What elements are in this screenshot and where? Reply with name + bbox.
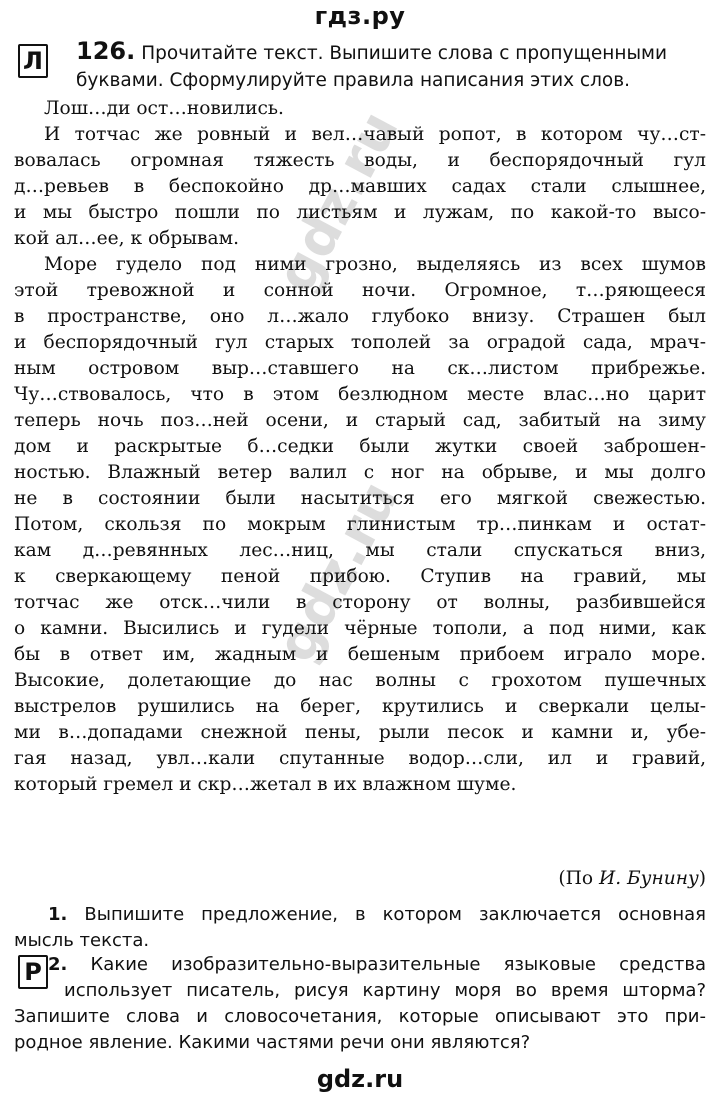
text-line: тотчас же отск…чили в сторону от волны, разбившейся: [14, 592, 706, 613]
text-line: д…ревьев в беспокойно др…мавших садах стали слышнее,: [14, 176, 706, 197]
text-line: этой тревожной и сонной ночи. Огромное, т…ряющееся: [14, 280, 706, 301]
text-line: ми в…допадами снежной пены, рыли песок и камни и, убе-: [14, 722, 706, 743]
exercise-text: [14, 96, 706, 798]
text-line: который гремел и скр…жетал в их влажном шуме.: [14, 774, 517, 795]
level-badge-r: Р: [18, 955, 48, 989]
source-close: ): [698, 868, 706, 889]
text-line: Море гудело под ними грозно, выделяясь из всех шумов: [44, 254, 706, 275]
question-number: 1.: [48, 904, 68, 925]
source-open: (По: [558, 868, 599, 889]
text-line: не в состоянии были насытиться его мягкой свежестью.: [14, 488, 706, 509]
text-line: Лош…ди ост…новились.: [44, 98, 284, 119]
text-line: кой ал…ее, к обрывам.: [14, 228, 239, 249]
text-line: выстрелов рушились на берег, крутились и сверкали целы-: [14, 696, 706, 717]
text-line: ностью. Влажный ветер валил с ног на обрыве, и мы долго: [14, 462, 706, 483]
question-line: родное явление. Какими частями речи они являются?: [14, 1032, 531, 1053]
text-line: о камни. Высились и гудели чёрные тополи, а под ними, как: [14, 618, 706, 639]
text-line: Высокие, долетающие до нас волны с грохотом пушечных: [14, 670, 706, 691]
text-line: И тотчас же ровный и вел…чавый ропот, в котором чу…ст-: [44, 124, 706, 145]
question-line: Выпишите предложение, в котором заключается основная: [84, 904, 706, 925]
site-header: гдз.ру: [314, 2, 406, 30]
question-line: мысль текста.: [14, 930, 150, 951]
text-line: и мы быстро пошли по листьям и лужам, по какой-то высо-: [14, 202, 706, 223]
text-line: дом и раскрытые б…седки были жутки своей заброшен-: [14, 436, 706, 457]
task-instruction-line: Прочитайте текст. Выпишите слова с пропущенными: [141, 43, 668, 64]
question-line: Запишите слова и словосочетания, которые описывают это при-: [14, 1006, 706, 1027]
watermark: gdz.ru: [263, 100, 411, 303]
question-line: использует писатель, рисуя картину моря во время шторма?: [64, 980, 706, 1001]
watermark: gdz.ru: [263, 470, 411, 673]
site-footer: gdz.ru: [316, 1065, 404, 1093]
text-line: гая назад, увл…кали спутанные водор…сли, ил и гравий,: [14, 748, 706, 769]
text-line: бы в ответ им, жадным и бешеным прибоем играло море.: [14, 644, 706, 665]
text-source: [14, 868, 706, 889]
text-line: в пространстве, оно л…жало глубоко внизу. Страшен был: [14, 306, 706, 327]
level-badge-l: Л: [18, 44, 48, 78]
question-2: [14, 952, 706, 1056]
task-number: 126.: [76, 37, 136, 65]
text-line: к сверкающему пеной прибою. Ступив на гравий, мы: [14, 566, 706, 587]
text-line: вовалась огромная тяжесть воды, и беспорядочный гул: [14, 150, 706, 171]
text-line: ным островом выр…ставшего на ск…листом прибрежье.: [14, 358, 706, 379]
text-line: кам д…ревянных лес…ниц, мы стали спускаться вниз,: [14, 540, 706, 561]
source-author: И. Бунину: [598, 868, 699, 889]
text-line: Потом, скользя по мокрым глинистым тр…пинкам и остат-: [14, 514, 706, 535]
task-instruction-line: буквами. Сформулируйте правила написания этих слов.: [76, 70, 631, 91]
question-line: Какие изобразительно-выразительные языковые средства: [90, 954, 706, 975]
question-number: 2.: [48, 954, 68, 975]
text-line: Чу…ствовалось, что в этом безлюдном месте влас…но царит: [14, 384, 706, 405]
text-line: и беспорядочный гул старых тополей за оградой сада, мрач-: [14, 332, 706, 353]
question-1: [14, 902, 706, 954]
text-line: теперь ночь поз…ней осени, и старый сад, забитый на зиму: [14, 410, 706, 431]
task-heading: [76, 38, 704, 94]
